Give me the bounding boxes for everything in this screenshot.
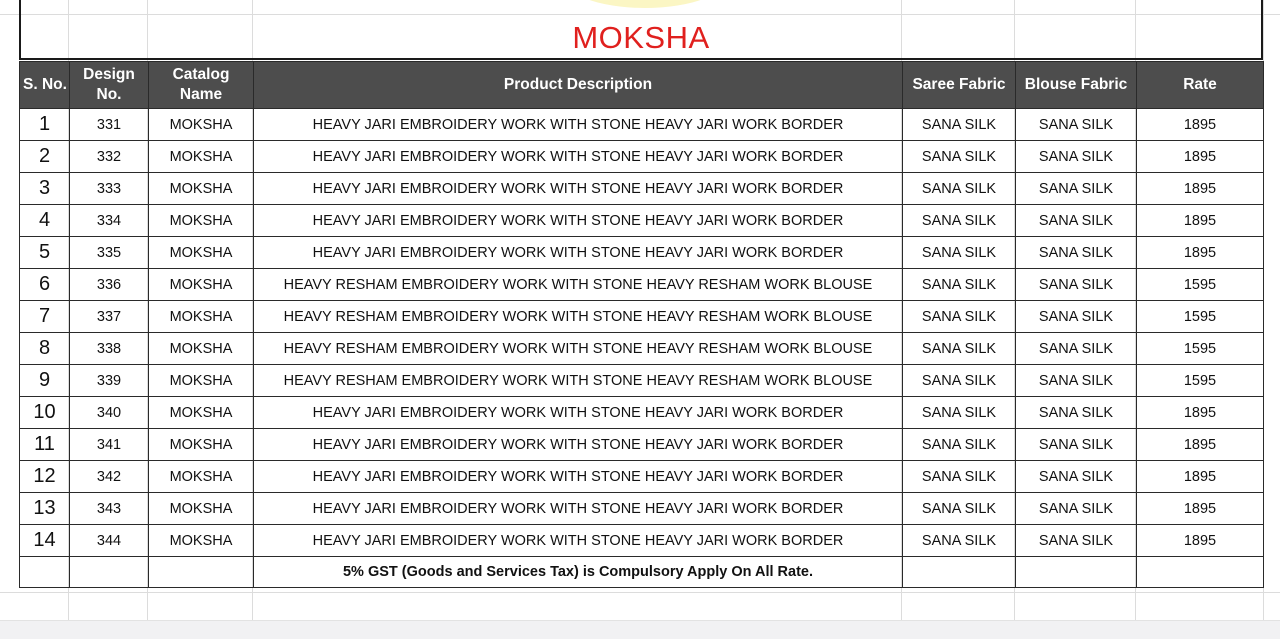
- row-sno: 5: [20, 237, 70, 269]
- row-rate: 1895: [1137, 493, 1264, 525]
- row-sno: 14: [20, 525, 70, 557]
- table-row: [20, 333, 1264, 365]
- header-design-line1: Design: [83, 66, 135, 83]
- row-product-description: HEAVY JARI EMBROIDERY WORK WITH STONE HEAVY JARI WORK BORDER: [254, 141, 903, 173]
- row-rate: 1595: [1137, 333, 1264, 365]
- row-rate: 1895: [1137, 525, 1264, 557]
- row-saree-fabric: SANA SILK: [903, 493, 1016, 525]
- row-rate: 1895: [1137, 237, 1264, 269]
- footer-empty-cell: [903, 557, 1016, 588]
- table-row: [20, 109, 1264, 141]
- row-product-description: HEAVY JARI EMBROIDERY WORK WITH STONE HEAVY JARI WORK BORDER: [254, 525, 903, 557]
- row-blouse-fabric: SANA SILK: [1016, 173, 1137, 205]
- table-row: [20, 301, 1264, 333]
- price-table: [19, 61, 1264, 588]
- table-row: [20, 365, 1264, 397]
- header-saree-fabric: Saree Fabric: [903, 62, 1016, 109]
- row-rate: 1895: [1137, 173, 1264, 205]
- table-row: [20, 493, 1264, 525]
- header-row: [20, 62, 1264, 109]
- footer-empty-cell: [70, 557, 149, 588]
- row-saree-fabric: SANA SILK: [903, 333, 1016, 365]
- row-catalog-name: MOKSHA: [149, 173, 254, 205]
- row-rate: 1895: [1137, 429, 1264, 461]
- row-sno: 13: [20, 493, 70, 525]
- footer-empty-cell: [1137, 557, 1264, 588]
- row-blouse-fabric: SANA SILK: [1016, 525, 1137, 557]
- row-design-no: 342: [70, 461, 149, 493]
- row-sno: 10: [20, 397, 70, 429]
- row-rate: 1595: [1137, 301, 1264, 333]
- row-sno: 8: [20, 333, 70, 365]
- row-sno: 4: [20, 205, 70, 237]
- row-catalog-name: MOKSHA: [149, 237, 254, 269]
- row-design-no: 343: [70, 493, 149, 525]
- row-product-description: HEAVY JARI EMBROIDERY WORK WITH STONE HEAVY JARI WORK BORDER: [254, 173, 903, 205]
- row-catalog-name: MOKSHA: [149, 365, 254, 397]
- row-blouse-fabric: SANA SILK: [1016, 141, 1137, 173]
- header-rate: Rate: [1137, 62, 1264, 109]
- row-sno: 2: [20, 141, 70, 173]
- header-catalog-name: [149, 62, 254, 109]
- row-catalog-name: MOKSHA: [149, 461, 254, 493]
- row-blouse-fabric: SANA SILK: [1016, 429, 1137, 461]
- footer-row: [20, 557, 1264, 588]
- row-catalog-name: MOKSHA: [149, 333, 254, 365]
- table-row: [20, 173, 1264, 205]
- header-product-description: Product Description: [254, 62, 903, 109]
- row-design-no: 333: [70, 173, 149, 205]
- row-blouse-fabric: SANA SILK: [1016, 365, 1137, 397]
- row-sno: 11: [20, 429, 70, 461]
- row-blouse-fabric: SANA SILK: [1016, 461, 1137, 493]
- row-design-no: 334: [70, 205, 149, 237]
- row-catalog-name: MOKSHA: [149, 301, 254, 333]
- table-row: [20, 525, 1264, 557]
- row-blouse-fabric: SANA SILK: [1016, 301, 1137, 333]
- row-blouse-fabric: SANA SILK: [1016, 205, 1137, 237]
- row-design-no: 332: [70, 141, 149, 173]
- table-row: [20, 237, 1264, 269]
- row-product-description: HEAVY JARI EMBROIDERY WORK WITH STONE HEAVY JARI WORK BORDER: [254, 429, 903, 461]
- header-catalog-line2: Name: [179, 86, 223, 103]
- title-banner: [19, 0, 1263, 60]
- row-product-description: HEAVY JARI EMBROIDERY WORK WITH STONE HEAVY JARI WORK BORDER: [254, 205, 903, 237]
- row-rate: 1895: [1137, 397, 1264, 429]
- row-rate: 1895: [1137, 141, 1264, 173]
- row-catalog-name: MOKSHA: [149, 525, 254, 557]
- row-catalog-name: MOKSHA: [149, 429, 254, 461]
- row-product-description: HEAVY JARI EMBROIDERY WORK WITH STONE HEAVY JARI WORK BORDER: [254, 237, 903, 269]
- table-row: [20, 461, 1264, 493]
- header-design-line2: No.: [96, 86, 122, 103]
- row-sno: 6: [20, 269, 70, 301]
- sheet-bottom-bar: [0, 620, 1280, 639]
- row-product-description: HEAVY RESHAM EMBROIDERY WORK WITH STONE HEAVY RESHAM WORK BLOUSE: [254, 301, 903, 333]
- row-design-no: 341: [70, 429, 149, 461]
- row-saree-fabric: SANA SILK: [903, 525, 1016, 557]
- row-catalog-name: MOKSHA: [149, 205, 254, 237]
- row-design-no: 340: [70, 397, 149, 429]
- gst-note: 5% GST (Goods and Services Tax) is Compulsory Apply On All Rate.: [254, 557, 903, 588]
- row-sno: 7: [20, 301, 70, 333]
- row-product-description: HEAVY JARI EMBROIDERY WORK WITH STONE HEAVY JARI WORK BORDER: [254, 109, 903, 141]
- row-saree-fabric: SANA SILK: [903, 429, 1016, 461]
- row-rate: 1595: [1137, 269, 1264, 301]
- table-row: [20, 205, 1264, 237]
- row-sno: 3: [20, 173, 70, 205]
- row-rate: 1595: [1137, 365, 1264, 397]
- table-row: [20, 269, 1264, 301]
- row-product-description: HEAVY RESHAM EMBROIDERY WORK WITH STONE HEAVY RESHAM WORK BLOUSE: [254, 269, 903, 301]
- row-blouse-fabric: SANA SILK: [1016, 493, 1137, 525]
- footer-empty-cell: [20, 557, 70, 588]
- row-rate: 1895: [1137, 461, 1264, 493]
- row-product-description: HEAVY JARI EMBROIDERY WORK WITH STONE HEAVY JARI WORK BORDER: [254, 493, 903, 525]
- row-saree-fabric: SANA SILK: [903, 141, 1016, 173]
- row-rate: 1895: [1137, 109, 1264, 141]
- row-product-description: HEAVY JARI EMBROIDERY WORK WITH STONE HEAVY JARI WORK BORDER: [254, 397, 903, 429]
- row-catalog-name: MOKSHA: [149, 493, 254, 525]
- row-saree-fabric: SANA SILK: [903, 301, 1016, 333]
- row-catalog-name: MOKSHA: [149, 397, 254, 429]
- row-catalog-name: MOKSHA: [149, 109, 254, 141]
- row-saree-fabric: SANA SILK: [903, 397, 1016, 429]
- row-blouse-fabric: SANA SILK: [1016, 237, 1137, 269]
- row-saree-fabric: SANA SILK: [903, 269, 1016, 301]
- footer-empty-cell: [1016, 557, 1137, 588]
- catalog-title: MOKSHA: [572, 20, 710, 55]
- row-saree-fabric: SANA SILK: [903, 365, 1016, 397]
- row-design-no: 331: [70, 109, 149, 141]
- row-sno: 9: [20, 365, 70, 397]
- row-product-description: HEAVY JARI EMBROIDERY WORK WITH STONE HEAVY JARI WORK BORDER: [254, 461, 903, 493]
- row-design-no: 339: [70, 365, 149, 397]
- header-sno: S. No.: [20, 62, 70, 109]
- row-catalog-name: MOKSHA: [149, 269, 254, 301]
- row-design-no: 337: [70, 301, 149, 333]
- table-row: [20, 429, 1264, 461]
- row-saree-fabric: SANA SILK: [903, 173, 1016, 205]
- row-blouse-fabric: SANA SILK: [1016, 269, 1137, 301]
- row-product-description: HEAVY RESHAM EMBROIDERY WORK WITH STONE HEAVY RESHAM WORK BLOUSE: [254, 365, 903, 397]
- row-design-no: 335: [70, 237, 149, 269]
- row-blouse-fabric: SANA SILK: [1016, 109, 1137, 141]
- table-row: [20, 397, 1264, 429]
- header-design-no: [70, 62, 149, 109]
- row-blouse-fabric: SANA SILK: [1016, 333, 1137, 365]
- row-saree-fabric: SANA SILK: [903, 461, 1016, 493]
- row-saree-fabric: SANA SILK: [903, 237, 1016, 269]
- header-catalog-line1: Catalog: [172, 66, 230, 83]
- row-saree-fabric: SANA SILK: [903, 109, 1016, 141]
- row-product-description: HEAVY RESHAM EMBROIDERY WORK WITH STONE HEAVY RESHAM WORK BLOUSE: [254, 333, 903, 365]
- row-design-no: 344: [70, 525, 149, 557]
- row-blouse-fabric: SANA SILK: [1016, 397, 1137, 429]
- row-design-no: 338: [70, 333, 149, 365]
- table-row: [20, 141, 1264, 173]
- row-saree-fabric: SANA SILK: [903, 205, 1016, 237]
- row-catalog-name: MOKSHA: [149, 141, 254, 173]
- row-sno: 1: [20, 109, 70, 141]
- row-sno: 12: [20, 461, 70, 493]
- row-rate: 1895: [1137, 205, 1264, 237]
- header-blouse-fabric: Blouse Fabric: [1016, 62, 1137, 109]
- footer-empty-cell: [149, 557, 254, 588]
- row-design-no: 336: [70, 269, 149, 301]
